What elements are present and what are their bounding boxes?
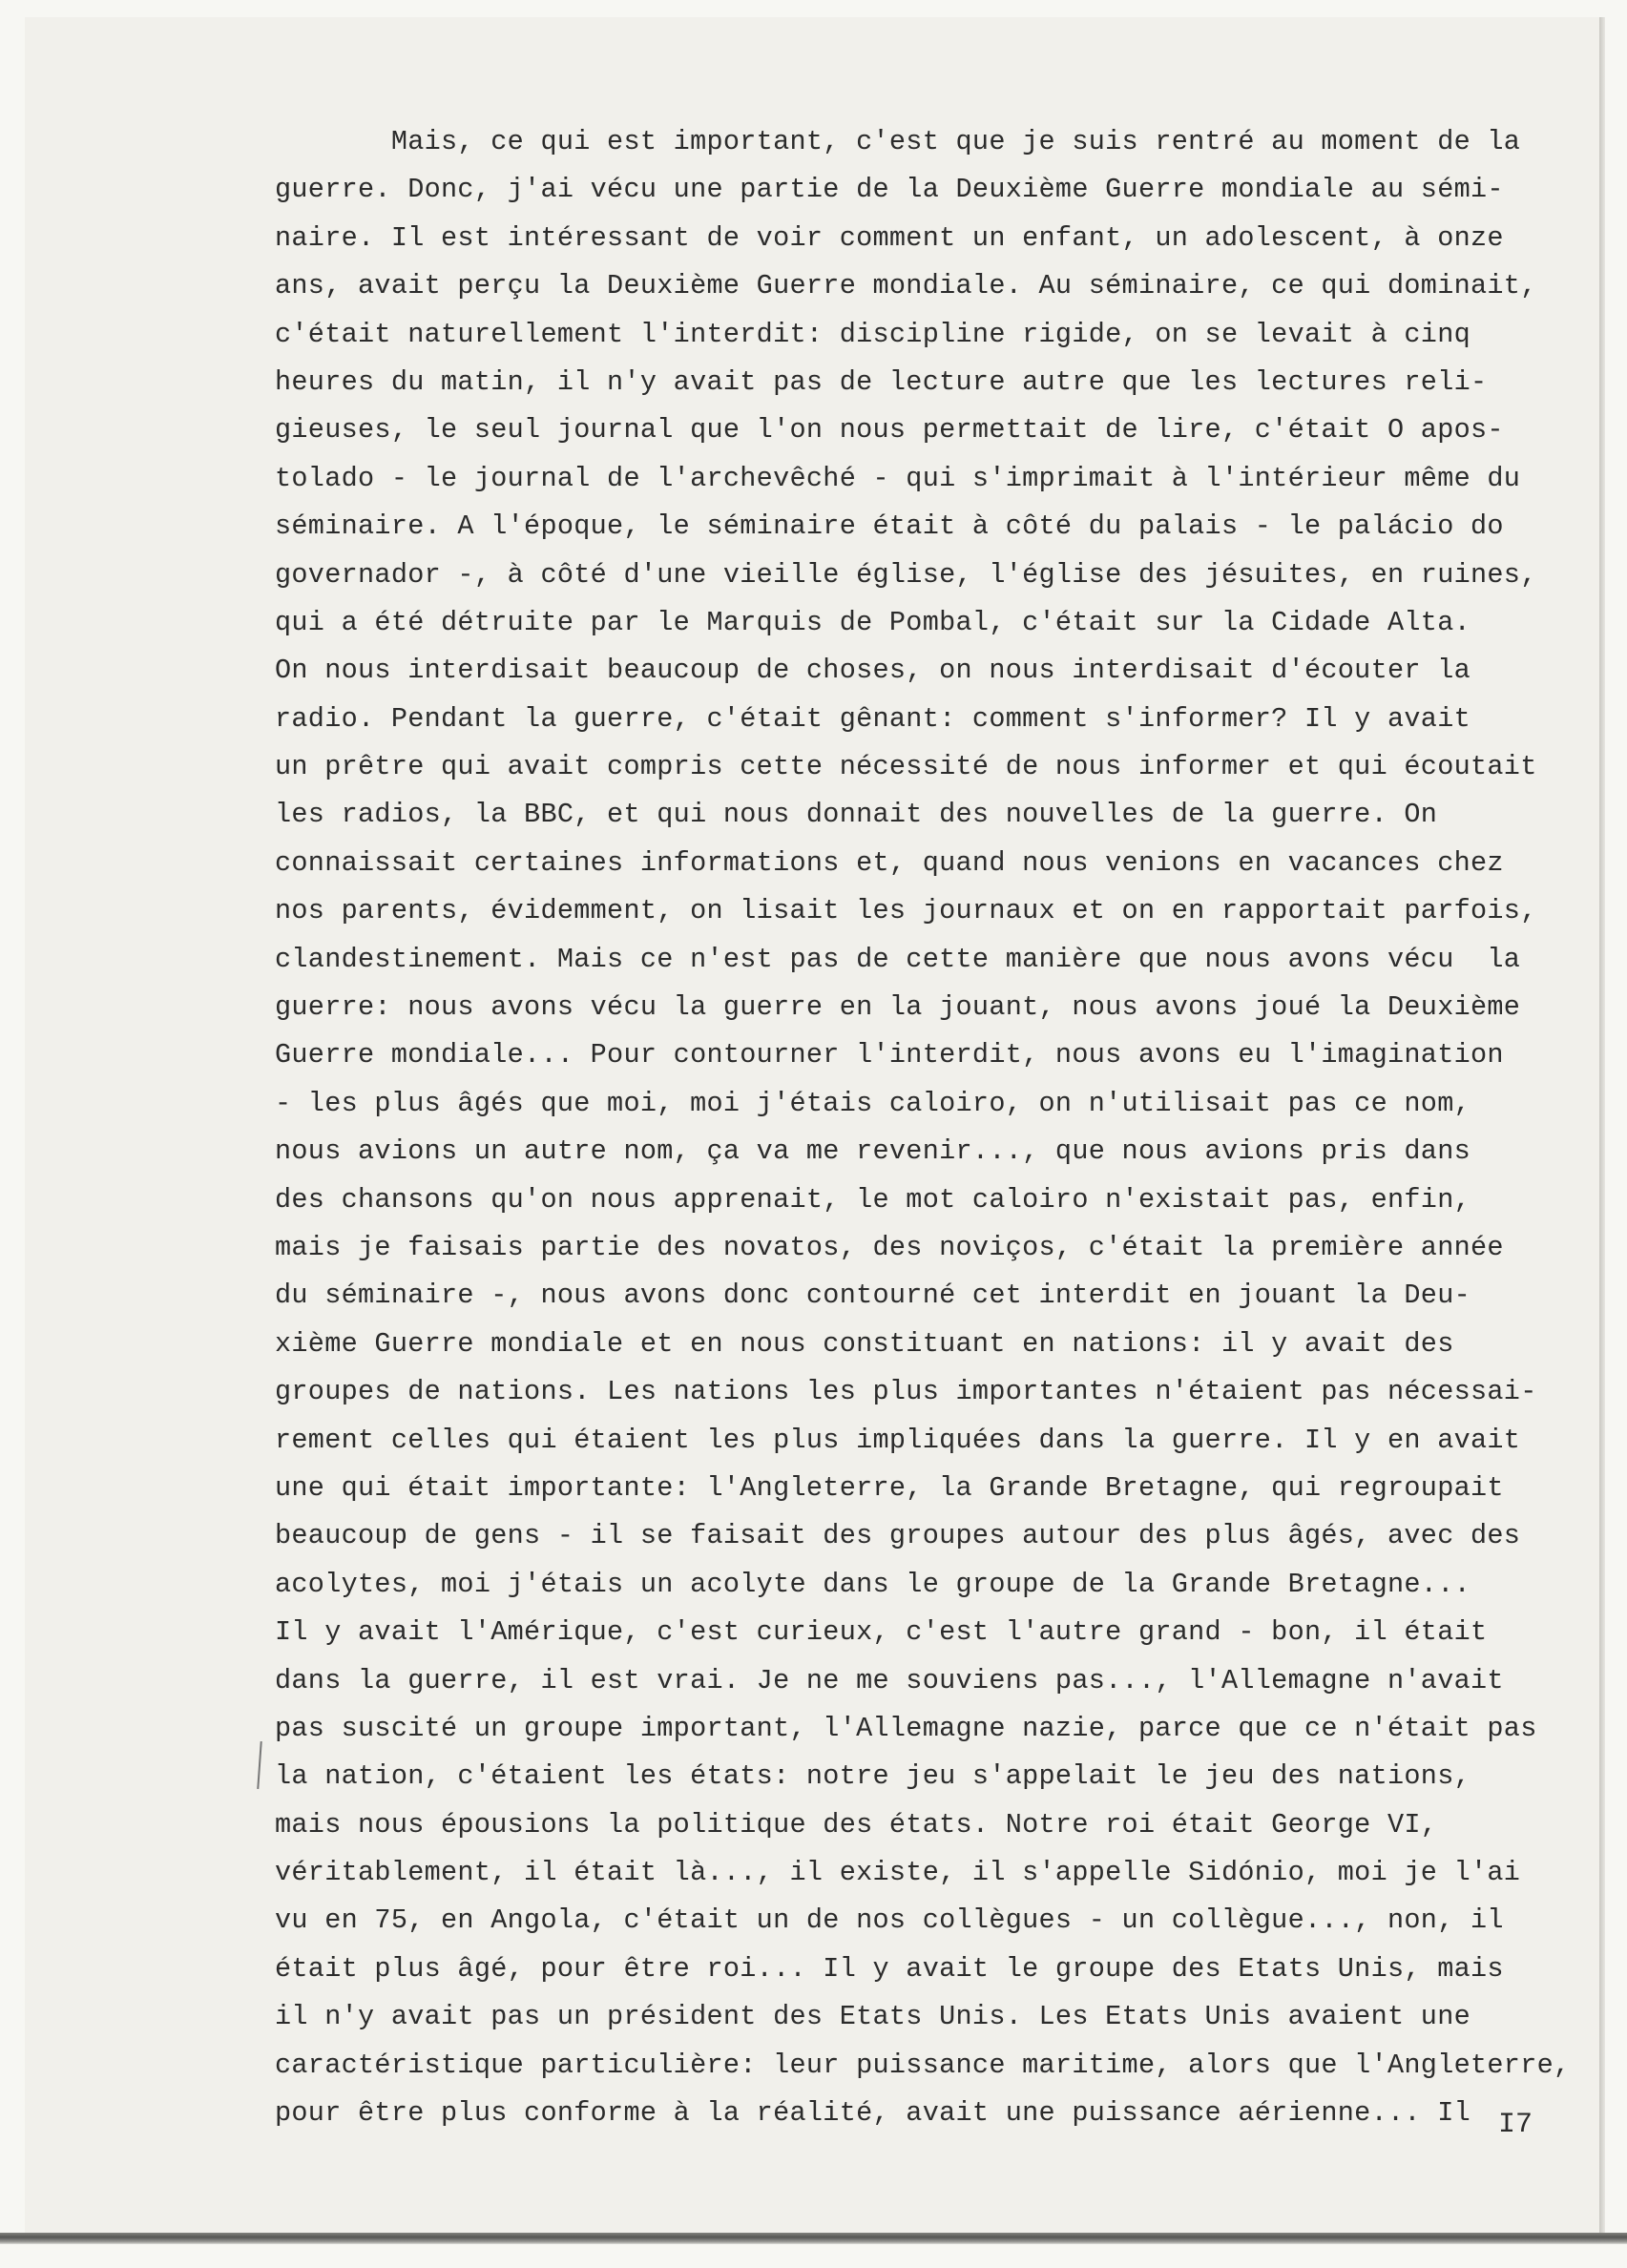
text-line: xième Guerre mondiale et en nous constituant en nations: il y avait des <box>275 1327 1454 1360</box>
text-line: des chansons qu'on nous apprenait, le mot caloiro n'existait pas, enfin, <box>275 1183 1471 1216</box>
text-line: clandestinement. Mais ce n'est pas de cette manière que nous avons vécu la <box>275 943 1521 975</box>
text-line: nous avions un autre nom, ça va me revenir..., que nous avions pris dans <box>275 1135 1471 1168</box>
text-line: connaissait certaines informations et, quand nous venions en vacances chez <box>275 846 1504 879</box>
text-line: une qui était importante: l'Angleterre, la Grande Bretagne, qui regroupait <box>275 1471 1504 1504</box>
text-line: mais nous épousions la politique des états. Notre roi était George VI, <box>275 1808 1438 1841</box>
text-line: pas suscité un groupe important, l'Allemagne nazie, parce que ce n'était pas <box>275 1712 1537 1744</box>
text-line: - les plus âgés que moi, moi j'étais caloiro, on n'utilisait pas ce nom, <box>275 1087 1471 1119</box>
text-line: il n'y avait pas un président des Etats Unis. Les Etats Unis avaient une <box>275 2001 1471 2033</box>
text-line: qui a été détruite par le Marquis de Pombal, c'était sur la Cidade Alta. <box>275 606 1471 638</box>
text-line: ans, avait perçu la Deuxième Guerre mondiale. Au séminaire, ce qui dominait, <box>275 270 1537 302</box>
text-line: vu en 75, en Angola, c'était un de nos collègues - un collègue..., non, il <box>275 1904 1504 1937</box>
text-line: guerre. Donc, j'ai vécu une partie de la Deuxième Guerre mondiale au sémi- <box>275 174 1504 206</box>
text-line: groupes de nations. Les nations les plus importantes n'étaient pas nécessai- <box>275 1376 1537 1408</box>
body-text <box>275 118 1573 2137</box>
text-line: naire. Il est intéressant de voir comment un enfant, un adolescent, à onze <box>275 221 1504 254</box>
text-line: un prêtre qui avait compris cette nécessité de nous informer et qui écoutait <box>275 751 1537 783</box>
text-line: Guerre mondiale... Pour contourner l'interdit, nous avons eu l'imagination <box>275 1039 1504 1072</box>
text-line: heures du matin, il n'y avait pas de lecture autre que les lectures reli- <box>275 365 1488 398</box>
text-line: séminaire. A l'époque, le séminaire était à côté du palais - le palácio do <box>275 510 1504 543</box>
text-line: véritablement, il était là..., il existe, il s'appelle Sidónio, moi je l'ai <box>275 1857 1521 1889</box>
text-line: tolado - le journal de l'archevêché - qui s'imprimait à l'intérieur même du <box>275 462 1521 494</box>
text-line: dans la guerre, il est vrai. Je ne me souviens pas..., l'Allemagne n'avait <box>275 1664 1504 1696</box>
text-line: caractéristique particulière: leur puissance maritime, alors que l'Angleterre, <box>275 2049 1571 2081</box>
page-number: I7 <box>1498 2109 1533 2141</box>
page-edge-right <box>1599 17 1605 2233</box>
text-line: la nation, c'étaient les états: notre jeu s'appelait le jeu des nations, <box>275 1760 1471 1793</box>
text-line: du séminaire -, nous avons donc contourné cet interdit en jouant la Deu- <box>275 1280 1471 1312</box>
text-line: était plus âgé, pour être roi... Il y avait le groupe des Etats Unis, mais <box>275 1952 1504 1985</box>
text-line: c'était naturellement l'interdit: discipline rigide, on se levait à cinq <box>275 318 1471 350</box>
text-line: guerre: nous avons vécu la guerre en la jouant, nous avons joué la Deuxième <box>275 991 1521 1024</box>
text-line: pour être plus conforme à la réalité, avait une puissance aérienne... Il <box>275 2097 1471 2130</box>
text-line: radio. Pendant la guerre, c'était gênant: comment s'informer? Il y avait <box>275 702 1471 735</box>
text-line: On nous interdisait beaucoup de choses, on nous interdisait d'écouter la <box>275 655 1471 687</box>
text-line: governador -, à côté d'une vieille église, l'église des jésuites, en ruines, <box>275 558 1537 591</box>
text-line: les radios, la BBC, et qui nous donnait des nouvelles de la guerre. On <box>275 799 1438 831</box>
text-line: acolytes, moi j'étais un acolyte dans le groupe de la Grande Bretagne... <box>275 1568 1471 1600</box>
text-line: nos parents, évidemment, on lisait les journaux et on en rapportait parfois, <box>275 895 1537 927</box>
text-line: beaucoup de gens - il se faisait des groupes autour des plus âgés, avec des <box>275 1520 1521 1552</box>
text-line: mais je faisais partie des novatos, des noviços, c'était la première année <box>275 1231 1504 1263</box>
text-line: Il y avait l'Amérique, c'est curieux, c'est l'autre grand - bon, il était <box>275 1616 1488 1649</box>
text-line: Mais, ce qui est important, c'est que je suis rentré au moment de la <box>275 126 1521 157</box>
text-line: gieuses, le seul journal que l'on nous permettait de lire, c'était O apos- <box>275 414 1504 447</box>
text-line: rement celles qui étaient les plus impliquées dans la guerre. Il y en avait <box>275 1424 1521 1456</box>
page-edge-bottom <box>0 2233 1627 2244</box>
